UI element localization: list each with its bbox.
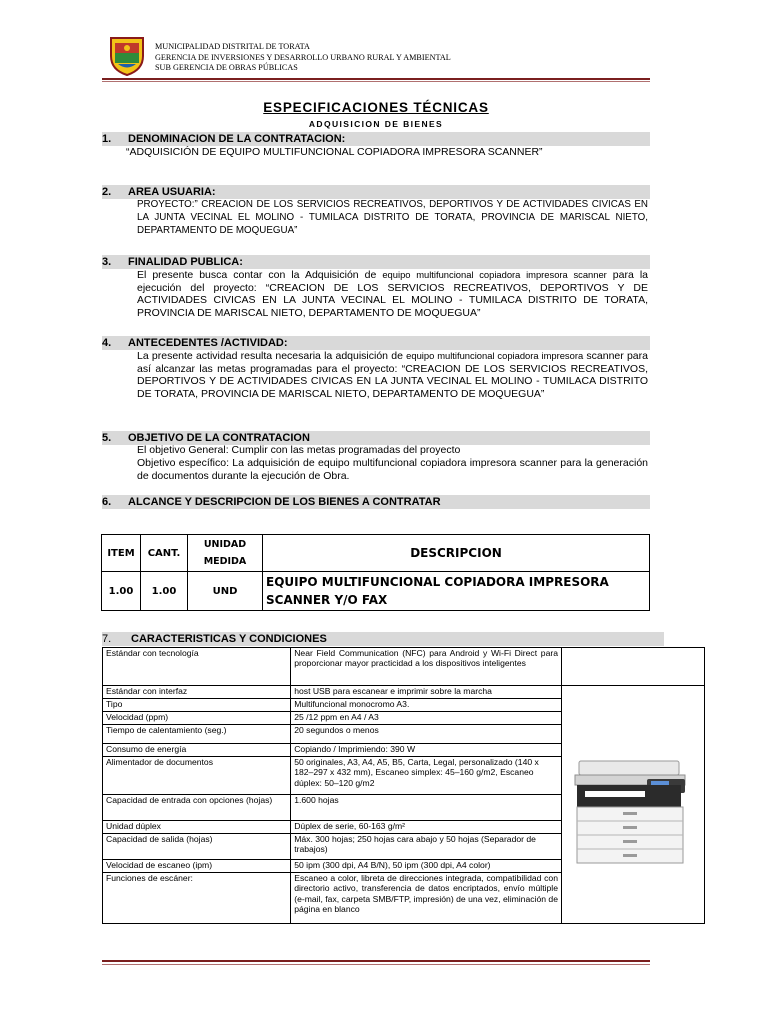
spec-label: Velocidad (ppm) — [103, 712, 291, 725]
cell-item: 1.00 — [102, 572, 141, 611]
spec-label: Unidad dúplex — [103, 821, 291, 834]
table-row — [102, 572, 650, 611]
s3-text: El presente busca contar con la Adquisición de equipo multifuncional copiadora impresora scanner para la ejecución del proyecto: “CREACION DE LOS SERVICIOS RECREATIVOS, DEPORTIVOS Y DE ACTIVIDADES CIVICAS EN LA JUNTA VECINAL EL MOLINO - TUMILACA DISTRITO DE TORATA, PROVINCIA DE MARISCAL NIETO, DEPARTAMENTO DE MOQUEGUA” — [137, 269, 648, 319]
multifunction-printer-image — [565, 749, 701, 869]
section-title: FINALIDAD PUBLICA: — [128, 256, 243, 268]
header-divider-thin — [102, 81, 650, 82]
section-heading-7 — [102, 632, 664, 646]
spec-value: 20 segundos o menos — [291, 725, 562, 744]
section-title: ANTECEDENTES /ACTIVIDAD: — [128, 337, 288, 349]
footer-divider — [102, 960, 650, 962]
cell-cant: 1.00 — [141, 572, 188, 611]
spec-label: Funciones de escáner: — [103, 873, 291, 924]
header-line-1: MUNICIPALIDAD DISTRITAL DE TORATA — [155, 42, 310, 51]
page-subtitle: ADQUISICION DE BIENES — [308, 119, 444, 129]
s1-text: “ADQUISICIÓN DE EQUIPO MULTIFUNCIONAL COPIADORA IMPRESORA SCANNER” — [126, 146, 543, 158]
spec-value: 1.600 hojas — [291, 795, 562, 821]
s4-text: La presente actividad resulta necesaria la adquisición de equipo multifuncional copiadora impresora scanner para así alcanzar las metas programadas para el proyecto: “CREACION DE LOS SERVICIOS RECREATIVOS, DEPORTIVOS Y DE ACTIVIDADES CIVICAS EN LA JUNTA VECINAL EL MOLINO - TUMILACA DISTRITO DE TORATA, PROVINCIA DE MARISCAL NIETO, DEPARTAMENTO DE MOQUEGUA” — [137, 350, 648, 400]
section-number: 3. — [102, 256, 112, 268]
section-title: DENOMINACION DE LA CONTRATACION: — [128, 133, 346, 145]
spec-value: Máx. 300 hojas; 250 hojas cara abajo y 50 hojas (Separador de trabajos) — [291, 834, 562, 860]
section-heading-1 — [102, 132, 650, 146]
section-title: ALCANCE Y DESCRIPCION DE LOS BIENES A CONTRATAR — [128, 496, 441, 508]
spec-label: Velocidad de escaneo (ipm) — [103, 860, 291, 873]
spec-label: Estándar con tecnología — [103, 648, 291, 686]
spec-value: 50 originales, A3, A4, A5, B5, Carta, Legal, personalizado (140 x 182–297 x 432 mm), Escaneo simplex: 45–160 g/m2, Escaneo dúplex: 50–120 g/m2 — [291, 757, 562, 795]
spec-image-cell-empty — [561, 648, 704, 686]
s2-text: PROYECTO:” CREACION DE LOS SERVICIOS RECREATIVOS, DEPORTIVOS Y DE ACTIVIDADES CIVICAS EN LA JUNTA VECINAL EL MOLINO - TUMILACA DISTRITO DE TORATA, PROVINCIA DE MARISCAL NIETO, DEPARTAMENTO DE MOQUEGUA” — [137, 199, 648, 236]
printer-image-cell — [561, 686, 704, 924]
section-title: CARACTERISTICAS Y CONDICIONES — [131, 633, 327, 645]
spec-label: Capacidad de entrada con opciones (hojas) — [103, 795, 291, 821]
header-unidad: UNIDAD MEDIDA — [188, 535, 263, 572]
section-heading-2 — [102, 185, 650, 199]
section-heading-6 — [102, 495, 650, 509]
spec-label: Consumo de energía — [103, 744, 291, 757]
s5-especifico: Objetivo específico: La adquisición de equipo multifuncional copiadora impresora scanner para la generación de documentos durante la ejecución de Obra. — [137, 457, 648, 482]
section-number: 5. — [102, 432, 112, 444]
spec-value: Copiando / Imprimiendo: 390 W — [291, 744, 562, 757]
section-number: 6. — [102, 496, 112, 508]
section-number: 2. — [102, 186, 112, 198]
section-heading-4 — [102, 336, 650, 350]
specs-table — [102, 647, 705, 924]
municipality-logo — [108, 34, 146, 76]
cell-descripcion: EQUIPO MULTIFUNCIONAL COPIADORA IMPRESORA SCANNER Y/O FAX — [263, 572, 650, 611]
section-title: AREA USUARIA: — [128, 186, 216, 198]
section-number: 7. — [102, 633, 112, 645]
spec-value: Near Field Communication (NFC) para Android y Wi-Fi Direct para proporcionar mayor practicidad a los dispositivos inteligentes — [291, 648, 562, 686]
spec-value: Dúplex de serie, 60-163 g/m² — [291, 821, 562, 834]
spec-label: Estándar con interfaz — [103, 686, 291, 699]
section-heading-3 — [102, 255, 650, 269]
table-row — [103, 686, 705, 699]
items-header-row — [102, 535, 650, 572]
spec-value: 50 ipm (300 dpi, A4 B/N), 50 ipm (300 dpi, A4 color) — [291, 860, 562, 873]
header-line-2: GERENCIA DE INVERSIONES Y DESARROLLO URBANO RURAL Y AMBIENTAL — [155, 52, 451, 62]
spec-label: Tipo — [103, 699, 291, 712]
page-title: ESPECIFICACIONES TÉCNICAS — [263, 100, 489, 115]
spec-value: 25 /12 ppm en A4 / A3 — [291, 712, 562, 725]
header-cant: CANT. — [141, 535, 188, 572]
section-number: 4. — [102, 337, 112, 349]
section-heading-5 — [102, 431, 650, 445]
header-line-3: SUB GERENCIA DE OBRAS PÚBLICAS — [155, 63, 298, 72]
header-descripcion: DESCRIPCION — [263, 535, 650, 572]
header-institution — [155, 42, 451, 74]
spec-label: Tiempo de calentamiento (seg.) — [103, 725, 291, 744]
cell-unidad: UND — [188, 572, 263, 611]
section-number: 1. — [102, 133, 112, 145]
spec-value: host USB para escanear e imprimir sobre la marcha — [291, 686, 562, 699]
header-divider — [102, 78, 650, 80]
spec-label: Alimentador de documentos — [103, 757, 291, 795]
spec-value: Escaneo a color, libreta de direcciones integrada, compatibilidad con directorio activo, transferencia de datos encriptados, envío múltiple (e-mail, fax, carpeta SMB/FTP, impresión) de una vez, eliminación de página en blanco — [291, 873, 562, 924]
spec-label: Capacidad de salida (hojas) — [103, 834, 291, 860]
table-row — [103, 648, 705, 686]
items-table — [101, 534, 650, 611]
section-title: OBJETIVO DE LA CONTRATACION — [128, 432, 310, 444]
header-item: ITEM — [102, 535, 141, 572]
s5-general: El objetivo General: Cumplir con las metas programadas del proyecto — [137, 444, 461, 456]
spec-value: Multifuncional monocromo A3. — [291, 699, 562, 712]
footer-divider-thin — [102, 964, 650, 965]
